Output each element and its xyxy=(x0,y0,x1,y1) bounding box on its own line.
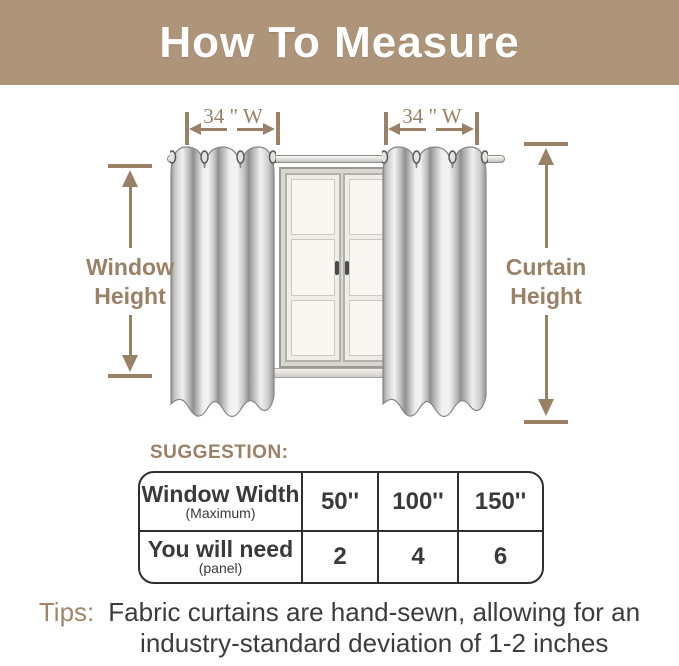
window-handle-left xyxy=(335,261,339,275)
curtain-height-label xyxy=(471,253,621,311)
arrow-right-icon xyxy=(462,123,474,135)
arrow-left-icon xyxy=(189,123,201,135)
header-banner xyxy=(0,0,679,85)
table-cell xyxy=(303,532,379,582)
arrow-down-icon xyxy=(538,399,554,416)
arrow-line xyxy=(129,185,132,248)
label-line: Height xyxy=(510,282,582,309)
arrow-left-icon xyxy=(388,123,400,135)
cell-value: 2 xyxy=(333,543,347,570)
window-pane xyxy=(291,300,335,356)
table-cell xyxy=(459,473,542,532)
cell-value: 50'' xyxy=(320,487,360,515)
suggestion-heading: SUGGESTION: xyxy=(150,442,289,463)
tips-text xyxy=(108,597,640,658)
arrow-line xyxy=(400,128,426,131)
label-line: Curtain xyxy=(505,254,587,280)
tick-mark xyxy=(276,112,280,145)
table-cell xyxy=(303,473,379,532)
window-height-label xyxy=(55,253,205,311)
label-line: Window xyxy=(86,254,174,280)
tips-line: Fabric curtains are hand-sewn, allowing for an xyxy=(108,597,641,627)
tips-line: industry-standard deviation of 1-2 inches xyxy=(140,627,609,658)
cell-value: 4 xyxy=(411,543,425,570)
tick-mark xyxy=(475,112,479,145)
row-subtitle: (panel) xyxy=(198,560,243,577)
table-cell xyxy=(379,532,459,582)
width-label-left: 34 " W xyxy=(203,104,263,128)
arrow-right-icon xyxy=(263,123,275,135)
panel-suggestion-table xyxy=(138,471,544,584)
window-sash-left xyxy=(285,173,341,362)
window-pane xyxy=(291,179,335,235)
arrow-line xyxy=(129,315,132,357)
row-subtitle: (Maximum) xyxy=(185,504,256,521)
measure-cap xyxy=(524,420,568,424)
arrow-down-icon xyxy=(122,355,138,372)
arrow-line xyxy=(436,128,462,131)
table-cell xyxy=(379,473,459,532)
arrow-line xyxy=(201,128,227,131)
arrow-line xyxy=(237,128,263,131)
cell-value: 150'' xyxy=(474,487,527,515)
measure-cap xyxy=(108,374,152,378)
window-pane xyxy=(291,239,335,295)
row-title: Window Width xyxy=(141,480,300,507)
table-cell xyxy=(459,532,542,582)
arrow-line xyxy=(545,163,548,248)
table-row-header-cell xyxy=(140,532,303,582)
row-title: You will need xyxy=(147,536,294,563)
window-handle-right xyxy=(345,261,349,275)
table-row-header-cell xyxy=(140,473,303,532)
label-line: Height xyxy=(94,282,166,309)
arrow-line xyxy=(545,315,548,401)
tips-label: Tips: xyxy=(38,597,95,627)
measure-cap xyxy=(108,164,152,168)
measure-cap xyxy=(524,142,568,146)
page-title: How To Measure xyxy=(159,17,520,67)
tips-section xyxy=(0,597,679,658)
cell-value: 6 xyxy=(493,543,508,570)
width-label-right: 34 " W xyxy=(402,104,462,128)
cell-value: 100'' xyxy=(392,487,444,515)
